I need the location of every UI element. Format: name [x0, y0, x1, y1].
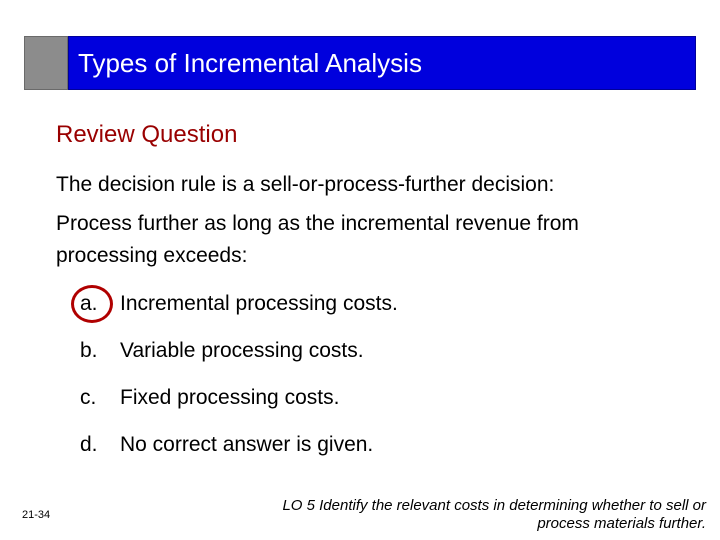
question-prompt: Process further as long as the incremental revenue from processing exceeds: [56, 212, 579, 267]
section-title: Review Question [56, 121, 238, 148]
option-text: No correct answer is given. [120, 433, 374, 456]
header-accent-tab [24, 36, 68, 90]
slide-title: Types of Incremental Analysis [78, 48, 422, 78]
option-letter: b. [80, 339, 98, 362]
option-text: Incremental processing costs. [120, 292, 398, 315]
learning-objective: LO 5 Identify the relevant costs in determining whether to sell or process materials further. [282, 497, 706, 532]
option-letter: d. [80, 433, 98, 456]
page-number: 21-34 [22, 509, 51, 521]
answer-option-b [80, 336, 364, 366]
option-text: Variable processing costs. [120, 339, 364, 362]
option-letter: c. [80, 386, 97, 409]
answer-option-d [80, 430, 373, 460]
answer-option-a [80, 289, 398, 319]
option-text: Fixed processing costs. [120, 386, 340, 409]
answer-option-c [80, 383, 339, 413]
option-letter: a. [80, 292, 98, 315]
question-intro: The decision rule is a sell-or-process-further decision: [56, 173, 555, 196]
